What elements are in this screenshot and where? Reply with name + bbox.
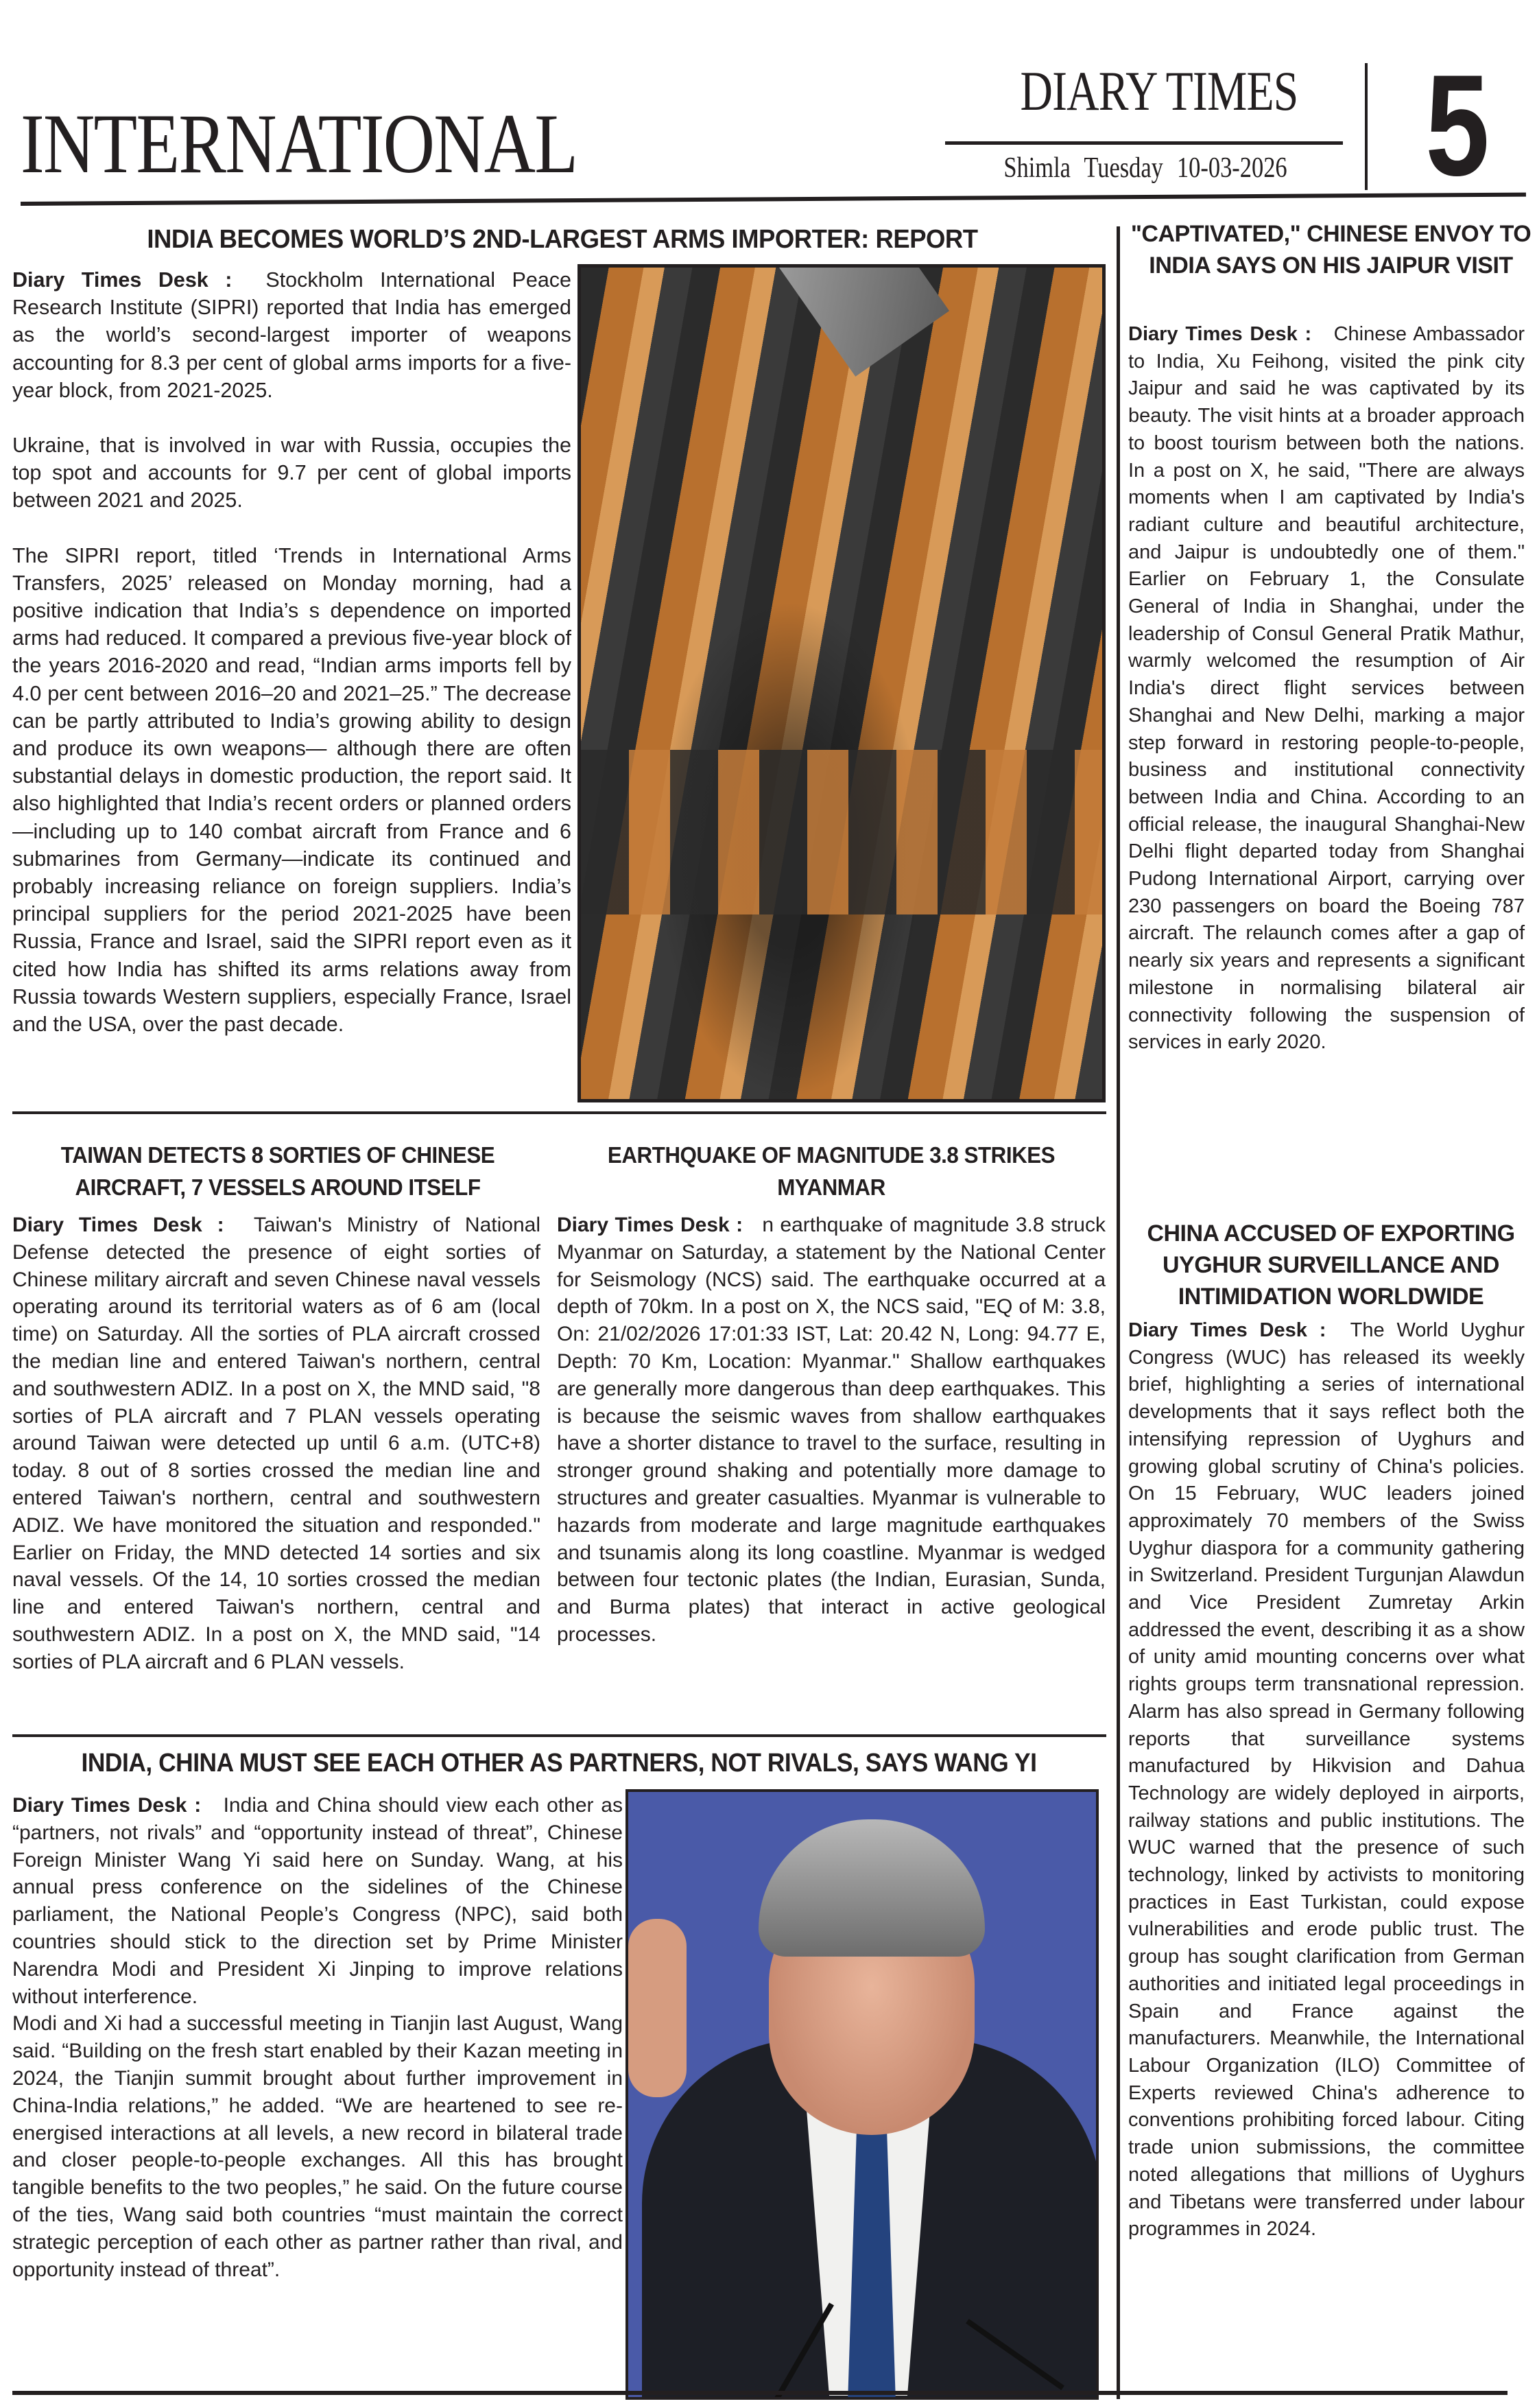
headline: EARTHQUAKE OF MAGNITUDE 3.8 STRIKES MYANMAR [607, 1142, 1056, 1200]
section-divider [12, 1734, 1106, 1737]
headline: INDIA BECOMES WORLD’S 2ND-LARGEST ARMS IMPORTER: REPORT [147, 225, 978, 254]
wang-yi-photo [625, 1789, 1099, 2400]
paragraph [1128, 1317, 1525, 2243]
ammunition-photo [577, 264, 1106, 1102]
headline: "CAPTIVATED," CHINESE ENVOY TO INDIA SAYS ON HIS JAIPUR VISIT [1130, 221, 1532, 279]
byline: Diary Times Desk : [12, 268, 233, 292]
ammo-belt-shape [581, 750, 1102, 914]
section-divider [12, 1111, 1106, 1114]
paragraph-text: India and China should view each other as “partners, not rivals” and “opportunity instead of threat”, Chinese Foreign Minister Wang Yi said here on Sunday. Wang, at his annual press conference on the sidelines of the Chinese parliament, the National People’s Congress (NPC), said both countries should stick to the direction set by Prime Minister Narendra Modi and President Xi Jinping to improve relations without interference. [12, 1794, 623, 2008]
paragraph: The SIPRI report, titled ‘Trends in International Arms Transfers, 2025’ released on Monday morning, had a positive indication that India’s s dependence on imported arms had reduced. It compared a previous five-year block of the years 2016-2020 and read, “Indian arms imports fell by 4.0 per cent between 2016–20 and 2021–25.” The decrease can be partly attributed to India’s growing ability to design and produce its own weapons— although there are often substantial delays in domestic production, the report said. It also highlighted that India’s recent orders or planned orders—including up to 140 combat aircraft from France and 6 submarines from Germany—indicate its continued and probably increasing reliance on foreign suppliers. India’s principal suppliers for the period 2021-2025 have been Russia, France and Israel, said the SIPRI report even as it cited how India has shifted its arms relations away from Russia towards Western suppliers, especially France, Israel and the USA, over the past decade. [12, 543, 571, 1037]
paragraph [12, 266, 571, 404]
paragraph: Ukraine, that is involved in war with Russia, occupies the top spot and accounts for 9.7 per cent of global imports between 2021 and 2025. [12, 434, 571, 512]
hair-shape [759, 1819, 985, 1957]
byline: Diary Times Desk : [1128, 1319, 1326, 1341]
paragraph: Modi and Xi had a successful meeting in Tianjin last August, Wang said. “Building on the fresh start enabled by their Kazan meeting in 2024, the Tianjin summit brought about further improvement in China-India relations,” he added. “We are heartened to see re-energised interactions at all levels, a new record in bilateral trade and closer people-to-people exchanges. All this has brought tangible benefits to the two peoples,” he said. On the future course of the ties, Wang said both countries “must maintain the correct strategic perception of each other as partner rather than rival, and opportunity instead of threat”. [12, 2012, 623, 2281]
headline: INDIA, CHINA MUST SEE EACH OTHER AS PARTNERS, NOT RIVALS, SAYS WANG YI [81, 1749, 1037, 1778]
byline: Diary Times Desk : [557, 1214, 743, 1236]
byline: Diary Times Desk : [12, 1214, 224, 1236]
paragraph-text: Chinese Ambassador to India, Xu Feihong, visited the pink city Jaipur and said he was captivated by its beauty. The visit hints at a broader approach to boost tourism between both the nations. In a post on X, he said, "There are always moments when I am captivated by India's radiant culture and beautiful architecture, and Jaipur is undoubtedly one of them." Earlier on February 1, the Consulate General of India in Shanghai, under the leadership of Consul General Pratik Mathur, warmly welcomed the resumption of Air India's direct flight services between Shanghai and New Delhi, marking a major step forward in restoring people-to-people, business and institutional connectivity between India and China. According to an official release, the inaugural Shanghai-New Delhi flight departed today from Shanghai Pudong International Airport, carrying over 230 passengers on board the Boeing 787 aircraft. The relaunch comes after a gap of nearly six years and represents a significant milestone in normalising bilateral air connectivity following the suspension of services in early 2020. [1128, 323, 1525, 1054]
masthead-bottom-rule [21, 193, 1526, 206]
paragraph-text: Stockholm International Peace Research Institute (SIPRI) reported that India has emerged as the world’s second-largest importer of weapons accounting for 8.3 per cent of global arms imports for a five-year block, from 2021-2025. [12, 268, 572, 402]
paragraph-text: The World Uyghur Congress (WUC) has released its weekly brief, highlighting a series of international developments that it says reflect both the intensifying repression of Uyghurs and growing global scrutiny of China's policies. On 15 February, WUC leaders joined approximately 70 members of the Swiss Uyghur diaspora for a community gathering in Switzerland. President Turgunjan Alawdun and Vice President Zumretay Arkin addressed the event, describing it as a show of unity amid mounting concerns over what rights groups term transnational repression. Alarm has also spread in Germany following reports that surveillance systems manufactured by Hikvision and Dahua Technology are widely deployed in airports, railway stations and public institutions. The WUC warned that the presence of such technology, linked by activists to monitoring practices in East Turkistan, could expose vulnerabilities and erode public trust. The group has sought clarification from German authorities and initiated legal proceedings in Spain and France against the manufacturers. Meanwhile, the International Labour Organization (ILO) Committee of Experts reviewed China's adherence to conventions prohibiting forced labour. Citing trade union submissions, the committee noted allegations that millions of Uyghurs and Tibetans were transferred under labour programmes in 2024. [1128, 1319, 1525, 2241]
article-body [557, 1212, 1106, 1649]
paragraph [1128, 321, 1525, 1057]
paragraph-text: n earthquake of magnitude 3.8 struck Myanmar on Saturday, a statement by the National Center for Seismology (NCS) said. The earthquake occurred at a depth of 70km. In a post on X, the NCS said, "EQ of M: 3.8, On: 21/02/2026 17:01:33 IST, Lat: 20.42 N, Long: 94.77 E, Depth: 70 Km, Location: Myanmar." Shallow earthquakes are generally more dangerous than deep earthquakes. This is because the seismic waves from shallow earthquakes have a shorter distance to travel to the surface, resulting in stronger ground shaking and potentially more damage to structures and greater casualties. Myanmar is vulnerable to hazards from moderate and large magnitude earthquakes and tsunamis along its long coastline. Myanmar is wedged between four tectonic plates (the Indian, Eurasian, Sunda, and Burma plates) that interact in active geological processes. [557, 1214, 1106, 1646]
article-body [1128, 321, 1525, 1057]
ammo-clip-shape [779, 264, 949, 377]
page-number: 5 [1425, 45, 1490, 206]
hand-shape [628, 1919, 687, 2097]
article-body [12, 1792, 623, 2283]
column-divider [1117, 226, 1120, 2399]
section-title: INTERNATIONAL [21, 97, 577, 191]
masthead-divider [945, 141, 1343, 145]
paragraph [12, 1792, 623, 2010]
paragraph [557, 1212, 1106, 1649]
article-body [1128, 1317, 1525, 2243]
headline: TAIWAN DETECTS 8 SORTIES OF CHINESE AIRCRAFT, 7 VESSELS AROUND ITSELF [60, 1142, 495, 1200]
page-bottom-rule [12, 2391, 1508, 2395]
byline: Diary Times Desk : [1128, 323, 1312, 345]
byline: Diary Times Desk : [12, 1794, 202, 1817]
article-body [12, 266, 571, 1038]
article-body [12, 1212, 540, 1676]
dateline: Shimla Tuesday 10-03-2026 [1003, 152, 1287, 184]
newspaper-name: DIARY TIMES [1020, 60, 1298, 122]
headline: CHINA ACCUSED OF EXPORTING UYGHUR SURVEILLANCE AND INTIMIDATION WORLDWIDE [1147, 1220, 1515, 1310]
paragraph [12, 1212, 540, 1676]
masthead-vertical-divider [1365, 63, 1368, 190]
paragraph-text: Taiwan's Ministry of National Defense detected the presence of eight sorties of Chinese military aircraft and seven Chinese naval vessels operating around its territorial waters as of 6 am (local time) on Saturday. All the sorties of PLA aircraft crossed the median line and entered Taiwan's northern, central and southwestern ADIZ. In a post on X, the MND said, "8 sorties of PLA aircraft and 7 PLAN vessels operating around Taiwan were detected up until 6 a.m. (UTC+8) today. 8 out of 8 sorties crossed the median line and entered Taiwan's northern, central and southwestern ADIZ. We have monitored the situation and responded." Earlier on Friday, the MND detected 14 sorties and six naval vessels. Of the 14, 10 sorties crossed the median line and entered Taiwan's northern, central and southwestern ADIZ. In a post on X, the MND said, "14 sorties of PLA aircraft and 6 PLAN vessels. [12, 1214, 540, 1673]
